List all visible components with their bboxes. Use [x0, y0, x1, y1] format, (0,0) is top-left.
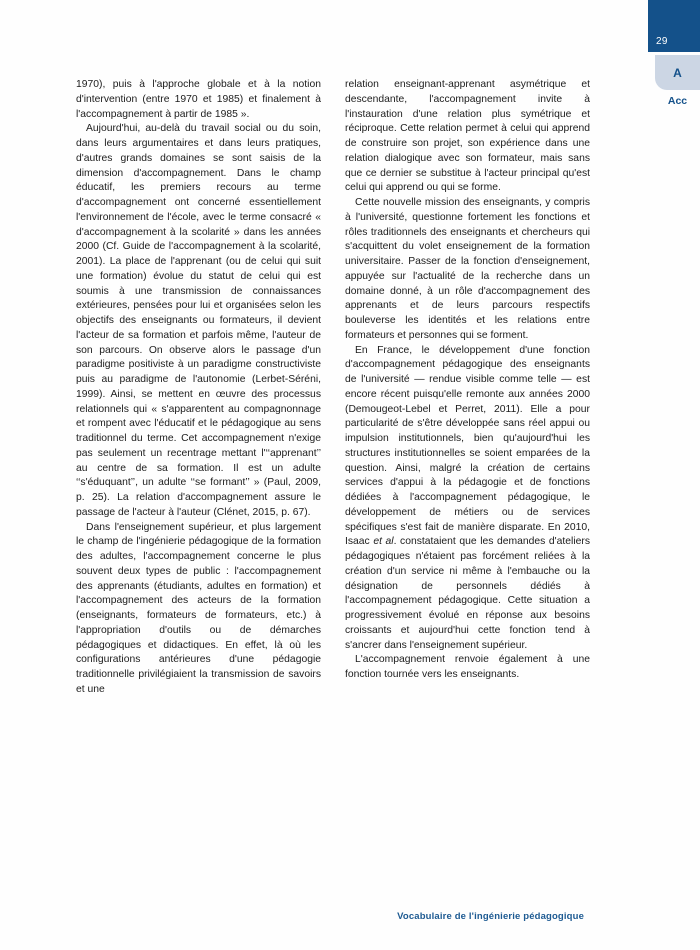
- paragraph: relation enseignant-apprenant asymétrique et descendante, l'accompagnement invite à l'instauration d'une relation plus symétrique et réciproque. Cette relation permet à celui qui apprend de construire son projet, son expérience dans une relation dialogique avec son formateur, mais sans que ce dernier se substitue à l'acteur principal qu'est celui qui apprend ou qui se forme.: [345, 79, 590, 194]
- page-number-block: [648, 0, 700, 52]
- column-left: [76, 78, 321, 698]
- thumb-index-letter: A: [673, 65, 682, 80]
- paragraph: 1970), puis à l'approche globale et à la notion d'intervention (entre 1970 et 1985) et finalement à l'accompagnement à partir de 1985 ».: [76, 79, 321, 120]
- footer-title: Vocabulaire de l'ingénierie pédagogique: [397, 911, 584, 922]
- paragraph: Cette nouvelle mission des enseignants, y compris à l'université, questionne fortement les fonctions et rôles traditionnels des enseignants et chercheurs qui s'acquittent du volet enseignement de la formation universitaire. Passer de la fonction d'enseignement, appuyée sur l'actualité de la recherche dans un domaine donné, à un rôle d'accompagnement des apprenants et de leurs parcours respectifs bouleverse les identités et les relations entre formateurs et personnes qui se forment.: [345, 197, 590, 341]
- page-number: 29: [656, 36, 668, 47]
- paragraph: Dans l'enseignement supérieur, et plus largement le champ de l'ingénierie pédagogique de la formation des adultes, l'accompagnement concerne le plus souvent deux types de public : l'accompagnement des apprenants (étudiants, adultes en formation) et l'accompagnement des acteurs de la formation (enseignants, formateurs de formateurs, etc.) à l'appropriation d'outils ou de démarches pédagogiques et didactiques. En effet, là où les configurations antérieures d'une pédagogie traditionnelle privilégiaient la transmission de savoirs et une: [76, 521, 321, 695]
- thumb-index-letter-tab: [655, 55, 700, 90]
- page-footer: [0, 911, 584, 922]
- column-right: [345, 78, 590, 698]
- paragraph: L'accompagnement renvoie également à une fonction tournée vers les enseignants.: [345, 654, 590, 680]
- thumb-index-entry-label: Acc: [667, 95, 688, 107]
- latin-citation-et-al: et al: [373, 536, 394, 548]
- paragraph: [345, 344, 590, 654]
- text-columns: [76, 78, 590, 698]
- paragraph: Aujourd'hui, au-delà du travail social ou du soin, dans leurs argumentaires et dans leurs pratiques, d'autres grands domaines se sont saisis de la dimension d'accompagnement. Dans le champ éducatif, les premiers recours au terme d'accompagnement ont concerné essentiellement l'environnement de l'école, avec le terme consacré « d'accompagnement à la scolarité » dans les années 2000 (Cf. Guide de l'accompagnement à la scolarité, 2001). La place de l'apprenant (ou de celui qui suit une formation) évolue du statut de celui qui est soumis à une transmission de connaissances extérieures, pensées pour lui et organisées selon les objectifs des enseignants ou formateurs, il devient l'acteur de sa formation et parfois même, l'auteur de son parcours. On observe alors le passage d'un paradigme positiviste à un paradigme constructiviste puis au paradigme de l'autonomie (Lerbet-Séréni, 1999). Ainsi, se mettent en œuvre des processus relationnels qui « s'apparentent au compagnonnage et rompent avec l'éducatif et le pédagogique au sens traditionnel du terme. Cet accompagnement n'exige pas seulement un recentrage mettant l'‘‘apprenant’’ au centre de sa formation. Il est un adulte ‘‘s'éduquant’’, un adulte ‘‘se formant’’ » (Paul, 2009, p. 25). La relation d'accompagnement assure le passage de l'acteur à l'auteur (Clénet, 2015, p. 67).: [76, 123, 321, 518]
- paragraph-text-after-citation: . constataient que les demandes d'ateliers pédagogiques n'étaient pas forcément reliées à la création d'un service ni même à l'embauche ou la désignation de personnels dédiés à l'accompagnement pédagogique. Cette situation a progressivement évolué en réponse aux besoins croissants et aujourd'hui cette fonction tend à s'ancrer dans l'enseignement supérieur.: [345, 536, 590, 651]
- paragraph-text-before-citation: En France, le développement d'une fonction d'accompagnement pédagogique des enseignants de l'université — rendue visible comme telle — est encore récent puisqu'elle remonte aux années 2000 (Demougeot-Lebel et Perret, 2011). Elle a pour particularité de s'être développée sans réel appui ou impulsion institutionnels, bien qu'aujourd'hui les structures institutionnelles se soient emparées de la question. Ainsi, malgré la création de certains services d'appui à la pédagogie et de fonctions dédiées à l'accompagnement pédagogique, le développement de métiers ou de services spécifiques s'est fait de manière disparate. En 2010, Isaac: [345, 344, 590, 548]
- thumb-index-entry: [655, 90, 700, 112]
